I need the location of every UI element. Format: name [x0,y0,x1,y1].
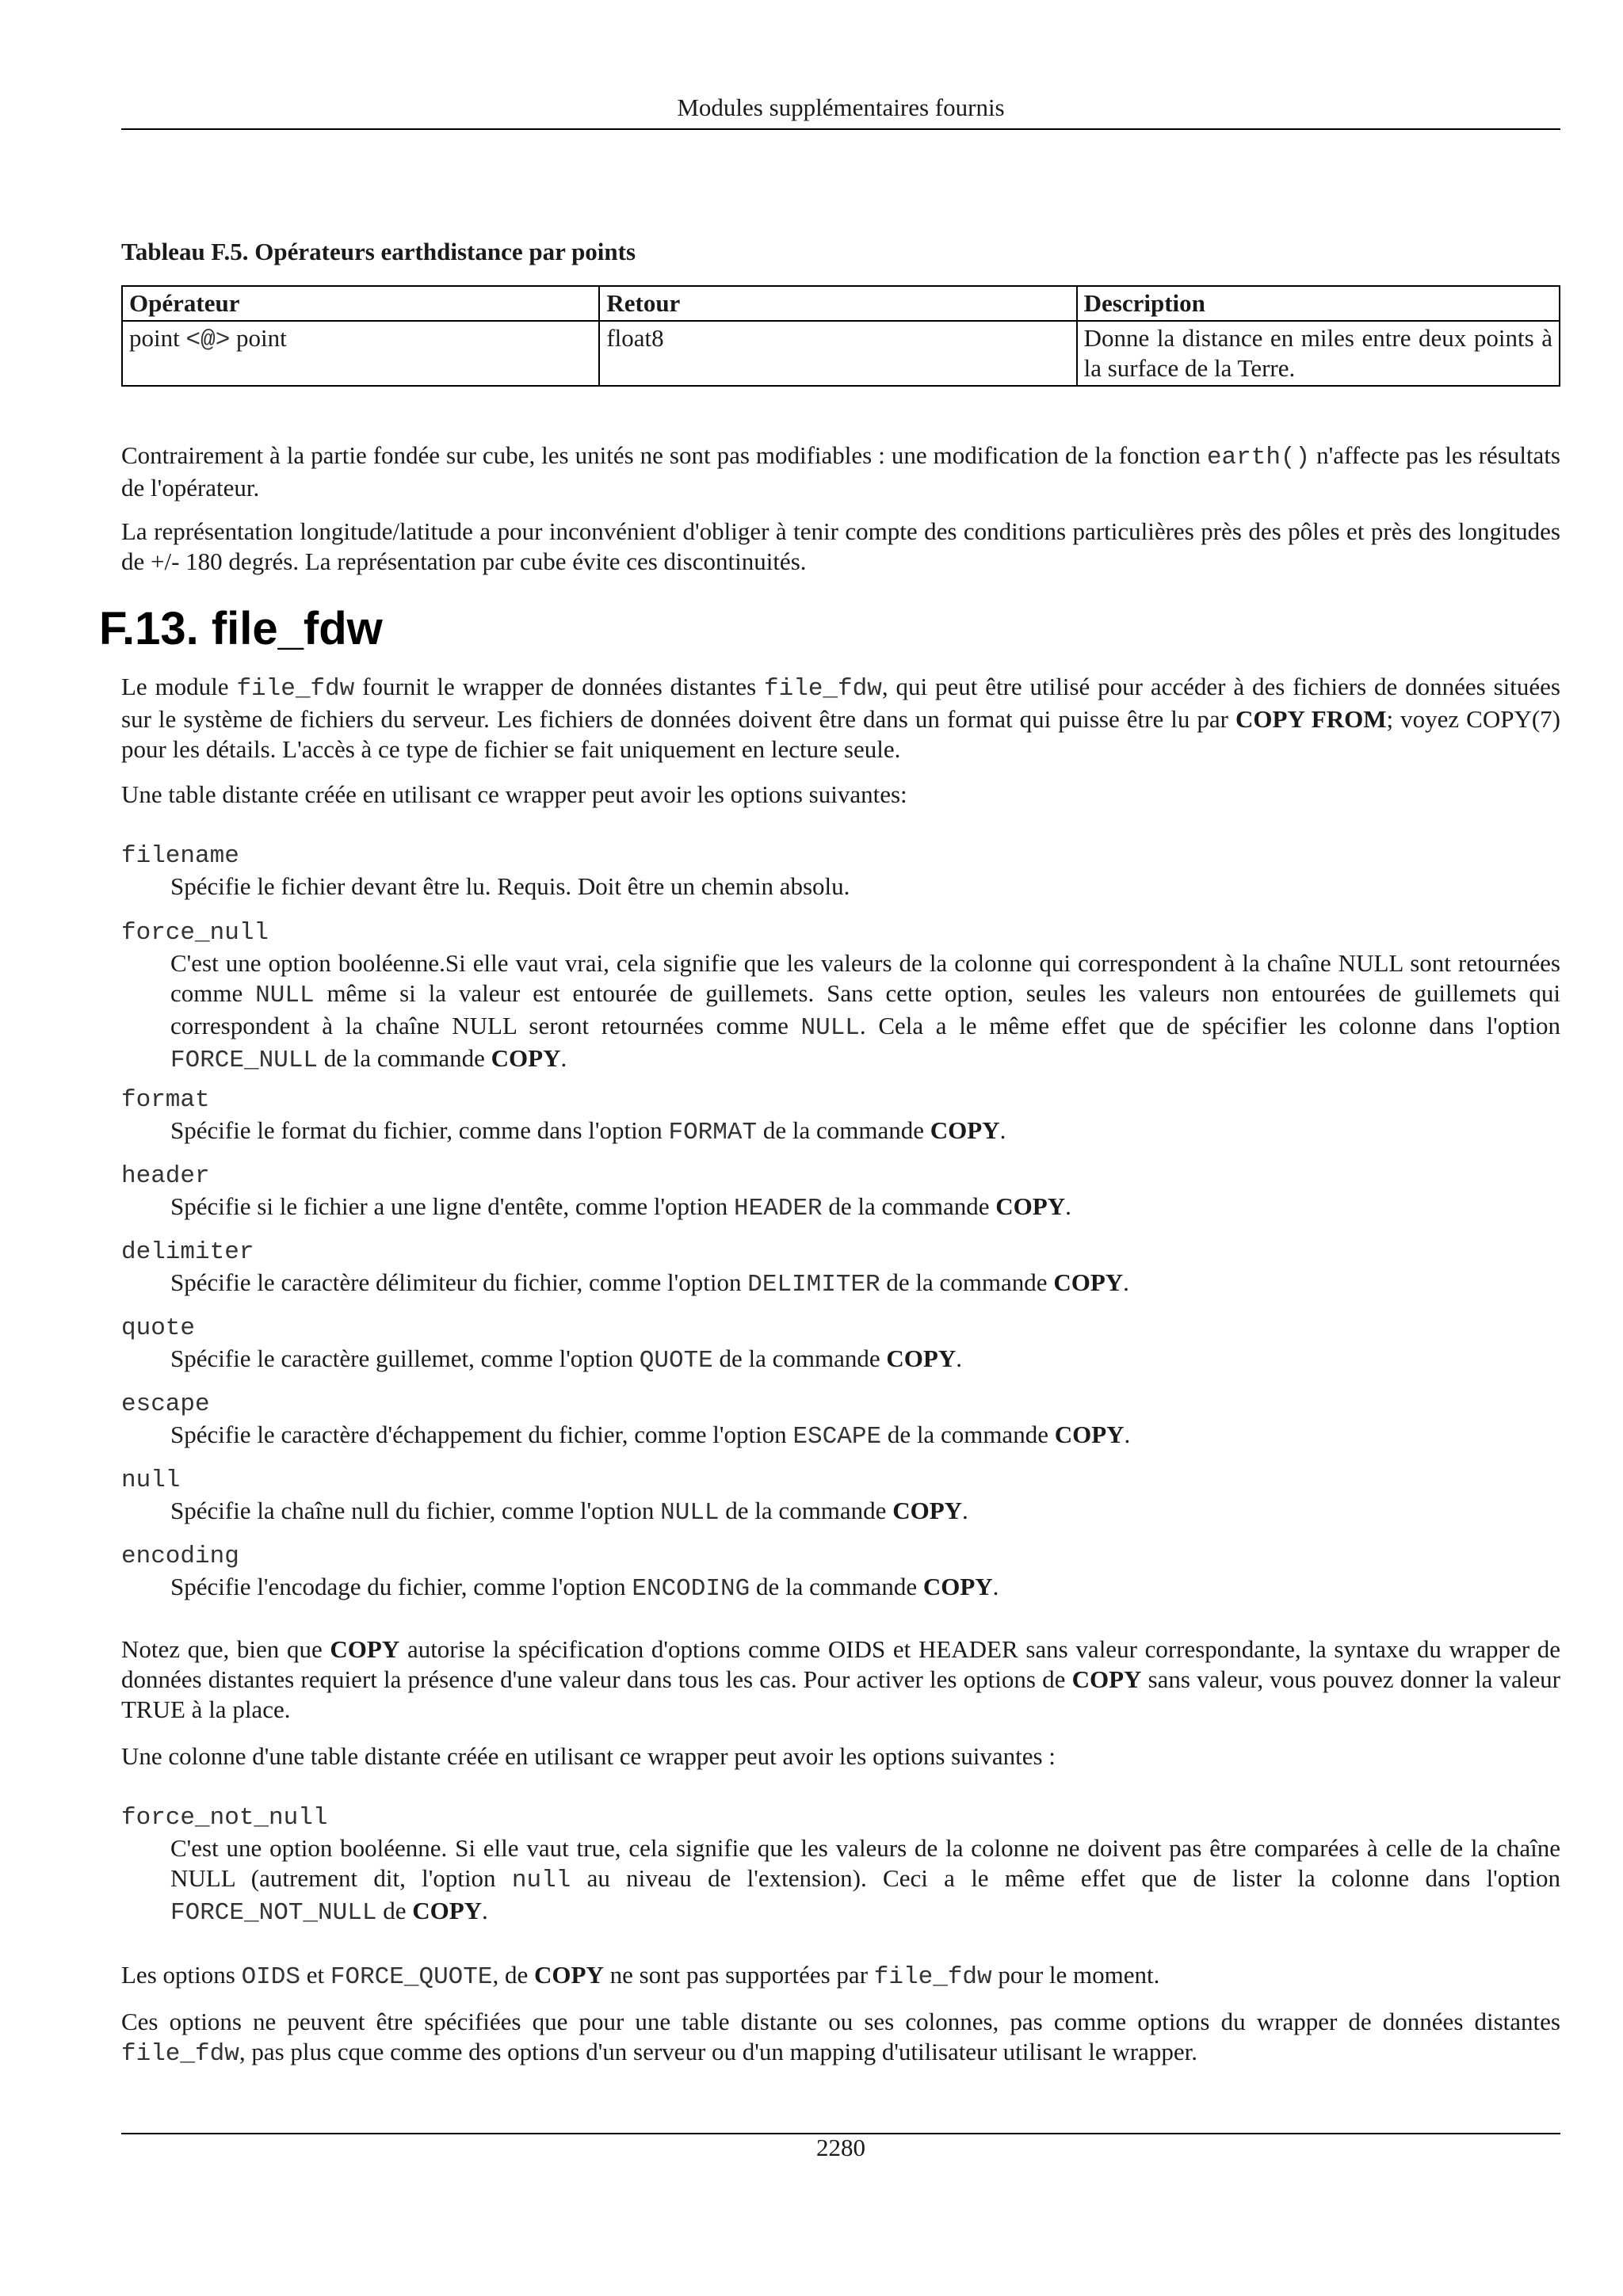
option-term: force_not_null [121,1804,328,1832]
option-description: Spécifie le caractère délimiteur du fichier, comme l'option DELIMITER de la commande COPY. [170,1268,1129,1299]
paragraph-representation: La représentation longitude/latitude a pour inconvénient d'obliger à tenir compte des conditions particulières près des pôles et près des longitudes de +/- 180 degrés. La représentation par cube évite ces discontinuités. [121,517,1560,575]
option-term: encoding [121,1543,239,1570]
paragraph-table-options-intro: Une table distante créée en utilisant ce wrapper peut avoir les options suivantes: [121,780,907,808]
paragraph-final: Ces options ne peuvent être spécifiées que pour une table distante ou ses colonnes, pas comme options du wrapper de données distantes file_fdw, pas plus cque comme des options d'un serveur ou d'un mapping d'utilisateur utilisant le wrapper. [121,2008,1560,2068]
option-description: Spécifie le caractère d'échappement du fichier, comme l'option ESCAPE de la commande COPY. [170,1421,1131,1451]
paragraph-note: Notez que, bien que COPY autorise la spécification d'options comme OIDS et HEADER sans valeur correspondante, la syntaxe du wrapper de données distantes requiert la présence d'une valeur dans tous les cas. Pour activer les options de COPY sans valeur, vous pouvez donner la valeur TRUE à la place. [121,1635,1561,1723]
option-description: Spécifie si le fichier a une ligne d'entête, comme l'option HEADER de la commande COPY. [170,1192,1071,1222]
header-rule [121,128,1560,130]
option-description: C'est une option booléenne. Si elle vaut true, cela signifie que les valeurs de la colonne ne doivent pas être comparées à celle de la chaîne NULL (autrement dit, l'option null au niveau de l'extension). Ceci a le même effet que de lister la colonne dans l'option FORCE_NOT_NULL de COPY. [170,1834,1560,1927]
option-term: quote [121,1314,196,1342]
column-header-description: Description [1077,286,1560,321]
cell-returns: float8 [599,321,1076,386]
paragraph-unsupported-options: Les options OIDS et FORCE_QUOTE, de COPY ne sont pas supportées par file_fdw pour le moment. [121,1961,1160,1991]
option-term: delimiter [121,1238,254,1266]
column-header-operator: Opérateur [122,286,599,321]
option-description: Spécifie la chaîne null du fichier, comme l'option NULL de la commande COPY. [170,1497,968,1527]
paragraph-column-options-intro: Une colonne d'une table distante créée en utilisant ce wrapper peut avoir les options suivantes : [121,1742,1056,1770]
option-term: filename [121,842,239,870]
option-term: force_null [121,919,269,947]
option-description: Spécifie le fichier devant être lu. Requis. Doit être un chemin absolu. [170,872,850,900]
paragraph-units: Contrairement à la partie fondée sur cube, les unités ne sont pas modifiables : une modification de la fonction earth() n'affecte pas les résultats de l'opérateur. [121,441,1560,502]
page-number: 2280 [816,2134,865,2161]
table-header-row [122,286,1560,321]
option-term: escape [121,1390,210,1418]
table-title: Tableau F.5. Opérateurs earthdistance par points [121,238,636,265]
option-term: null [121,1466,181,1494]
option-term: format [121,1086,210,1114]
section-heading: F.13. file_fdw [99,603,383,654]
cell-description: Donne la distance en miles entre deux points à la surface de la Terre. [1077,321,1560,386]
paragraph-intro: Le module file_fdw fournit le wrapper de données distantes file_fdw, qui peut être utilisé pour accéder à des fichiers de données situées sur le système de fichiers du serveur. Les fichiers de données doivent être dans un format qui puisse être lu par COPY FROM; voyez COPY(7) pour les détails. L'accès à ce type de fichier se fait uniquement en lecture seule. [121,673,1560,763]
operators-table [121,285,1560,387]
running-header: Modules supplémentaires fournis [677,93,1005,121]
option-description: Spécifie le caractère guillemet, comme l'option QUOTE de la commande COPY. [170,1344,962,1375]
column-header-returns: Retour [599,286,1076,321]
cell-operator: point <@> point [122,321,599,386]
option-description: Spécifie le format du fichier, comme dans l'option FORMAT de la commande COPY. [170,1116,1006,1146]
option-description: C'est une option booléenne.Si elle vaut vrai, cela signifie que les valeurs de la colonne qui correspondent à la chaîne NULL sont retournées comme NULL même si la valeur est entourée de guillemets. Sans cette option, seules les valeurs non entourées de guillemets qui correspondent à la chaîne NULL seront retournées comme NULL. Cela a le même effet que de spécifier les colonne dans l'option FORCE_NULL de la commande COPY. [170,949,1561,1074]
option-term: header [121,1162,210,1190]
option-description: Spécifie l'encodage du fichier, comme l'option ENCODING de la commande COPY. [170,1573,999,1603]
table-row [122,321,1560,386]
